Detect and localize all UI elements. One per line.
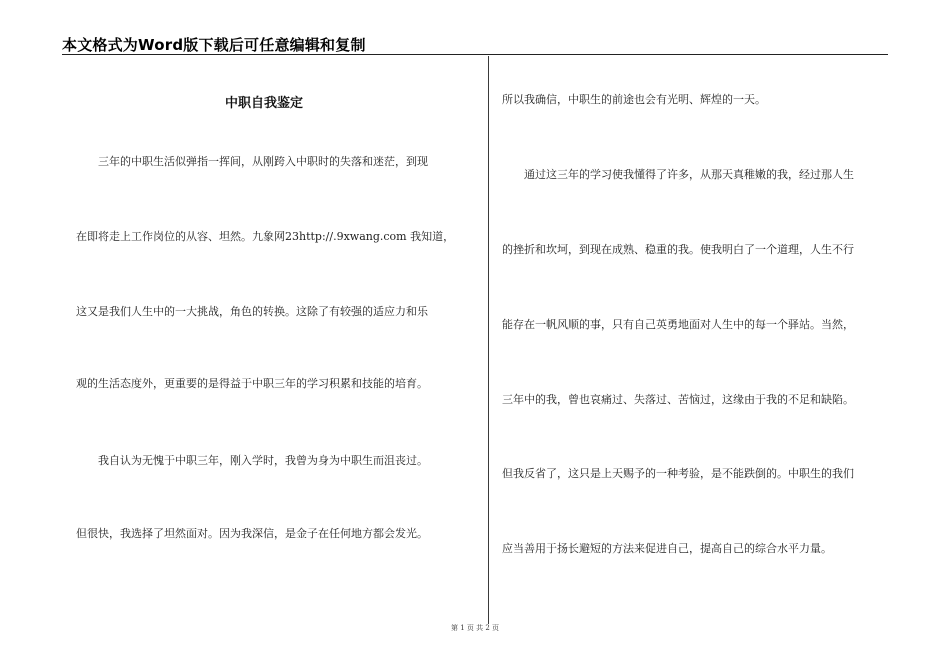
download-banner: 本文格式为Word版下载后可任意编辑和复制 (62, 36, 366, 54)
page-number: 第 1 页 共 2 页 (450, 624, 500, 632)
right-column-line: 但我反省了，这只是上天赐予的一种考验，是不能跌倒的。中职生的我们 (502, 467, 854, 480)
header-rule (62, 54, 888, 55)
left-column-line: 但很快，我选择了坦然面对。因为我深信，是金子在任何地方都会发光。 (76, 527, 428, 540)
right-column-line: 应当善用于扬长避短的方法来促进自己，提高自己的综合水平力量。 (502, 542, 832, 555)
left-column-line: 观的生活态度外，更重要的是得益于中职三年的学习积累和技能的培育。 (76, 377, 428, 390)
left-column-line: 这又是我们人生中的一大挑战，角色的转换。这除了有较强的适应力和乐 (76, 305, 428, 318)
right-column-line: 的挫折和坎坷，到现在成熟、稳重的我。使我明白了一个道理，人生不行 (502, 243, 854, 256)
left-column-line: 我自认为无愧于中职三年，刚入学时，我曾为身为中职生而沮丧过。 (76, 454, 428, 467)
right-column-line: 三年中的我，曾也哀痛过、失落过、苦恼过，这缘由于我的不足和缺陷。 (502, 393, 854, 406)
document-title: 中职自我鉴定 (224, 96, 303, 111)
left-column-line: 在即将走上工作岗位的从容、坦然。九象网23http://.9xwang.com 我知道， (76, 230, 455, 243)
column-divider (488, 56, 489, 624)
left-column-line: 三年的中职生活似弹指一挥间，从刚跨入中职时的失落和迷茫，到现 (76, 155, 428, 168)
right-column-line: 能存在一帆风顺的事，只有自己英勇地面对人生中的每一个驿站。当然， (502, 318, 854, 331)
right-column-line: 通过这三年的学习使我懂得了许多，从那天真稚嫩的我，经过那人生 (502, 168, 854, 181)
right-column-line: 所以我确信，中职生的前途也会有光明、辉煌的一天。 (502, 93, 766, 106)
